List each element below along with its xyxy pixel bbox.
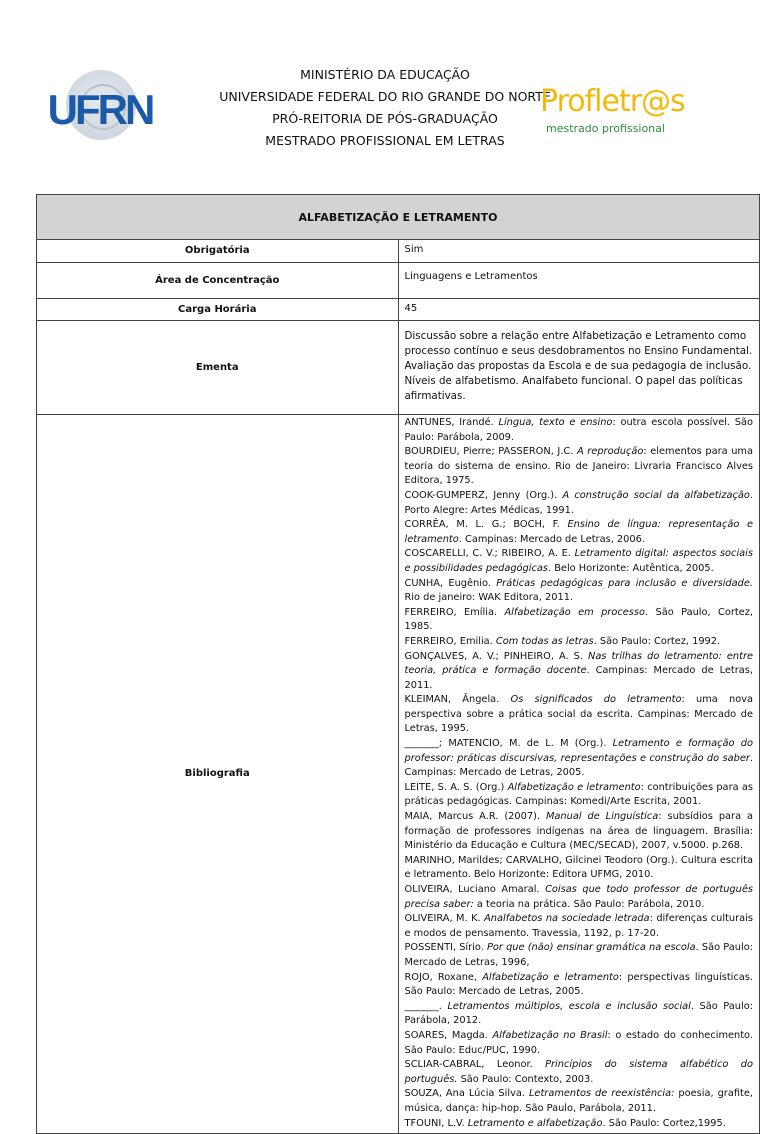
bibliography-entry [405, 547, 754, 576]
bibliography-title: Nas trilhas do letramento: entre teoria, prática e formação docente [404, 650, 753, 677]
bibliography-title: Alfabetização e letramento [482, 971, 619, 983]
row-ementa [37, 321, 760, 415]
bibliography-author: MAIA, Marcus A.R. (2007). [404, 811, 546, 823]
bibliography-author: ANTUNES, Irandé. [404, 417, 499, 428]
bibliography-title: Letramento e formação do professor: práticas discursivas, representações e construção do saber [404, 738, 753, 764]
bibliography-entry [405, 693, 754, 737]
bibliography-author: POSSENTI, Sírio. [404, 942, 487, 954]
bibliography-author: TFOUNI, L.V. [404, 1117, 468, 1129]
row-carga [37, 299, 760, 321]
bibliography-details: . Campinas: Mercado de Letras, 2011. [404, 665, 753, 691]
bibliography-details: . Belo Horizonte: Autêntica, 2005. [547, 562, 714, 574]
bibliography-title: Alfabetização e letramento [507, 781, 641, 793]
bibliography-entry [405, 577, 754, 606]
profletras-logo [540, 84, 740, 140]
bibliography-author: SCLIAR-CABRAL, Leonor. [404, 1059, 546, 1071]
bibliography-author: COSCARELLI, C. V.; RIBEIRO, A. E. [404, 548, 575, 560]
ufrn-logo [36, 70, 164, 140]
bibliography-entry [405, 416, 754, 445]
bibliography-title: Alfabetização em processo [504, 606, 645, 618]
row-area [37, 263, 760, 299]
bibliography-author: SOUZA, Ana Lúcia Silva. [404, 1088, 529, 1100]
value-ementa: Discussão sobre a relação entre Alfabetização e Letramento como processo contínuo e seus desdobramentos no Ensino Fundamental. Avaliação das propostas da Escola e de sua pedagogia de inclusão. Níveis de alfabetismo. Analfabeto funcional. O papel das políticas afirmativas. [398, 321, 760, 415]
bibliography-details: : contribuições para as práticas pedagógicas. Campinas: Komedi/Arte Escrita, 2001. [404, 781, 753, 808]
bibliography-details: Rio de janeiro: WAK Editora, 2011. [404, 592, 574, 604]
bibliography-details: a teoria na prática. São Paulo: Parábola, 2010. [473, 898, 705, 910]
bibliography-title: Princípios do sistema alfabético do português. [404, 1059, 754, 1085]
bibliography-details: : perspectivas linguísticas. São Paulo: Mercado de Letras, 2005. [404, 971, 753, 998]
bibliography-entry [405, 606, 754, 635]
bibliography-details: . São Paulo: Parábola, 2012. [404, 1000, 753, 1027]
bibliography-author: _______; MATENCIO, M. de L. M (Org.). [404, 738, 613, 750]
label-carga: Carga Horária [37, 299, 399, 321]
bibliography-entry [405, 854, 754, 883]
course-title: ALFABETIZAÇÃO E LETRAMENTO [37, 195, 760, 240]
document-header [0, 0, 768, 180]
bibliography-details: São Paulo: Contexto, 2003. [457, 1073, 594, 1085]
bibliography-author: GONÇALVES, A. V.; PINHEIRO, A. S. [404, 650, 589, 662]
bibliography-entry [405, 445, 754, 489]
bibliography-entry [405, 1029, 754, 1058]
bibliography-details: . São Paulo, Cortez, 1985. [404, 606, 754, 633]
row-bibliografia [37, 415, 760, 1134]
bibliography-author: MARINHO, Marildes; CARVALHO, Gilcinei Teodoro (Org.). Cultura escrita e letramento. Belo Horizonte: Editora UFMG, 2010. [404, 854, 753, 881]
bibliography-details: : subsídios para a formação de professores indígenas na área de linguagem. Brasília: Ministério da Educação e Cultura (MEC/SECAD), 2007, v.5000. p.268. [404, 811, 754, 852]
bibliography-details: poesia, grafite, música, dança: hip-hop. São Paulo, Parábola, 2011. [404, 1088, 753, 1114]
bibliography-entry [405, 737, 754, 781]
header-line-ministry: MINISTÉRIO DA EDUCAÇÃO [300, 67, 470, 82]
bibliography-details: . Campinas: Mercado de Letras, 2006. [458, 533, 645, 545]
bibliography-title: Práticas pedagógicas para inclusão e diversidade. [496, 577, 754, 589]
bibliography-details: : elementos para uma teoria do sistema de ensino. Rio de Janeiro: Livraria Francisco Alves Editora, 1975. [404, 446, 753, 487]
bibliography-author: KLEIMAN, Ângela. [404, 694, 511, 706]
bibliography-entry [405, 883, 754, 912]
bibliography-title: Analfabetos na sociedade letrada [484, 913, 650, 925]
value-obrigatoria: Sim [398, 240, 760, 263]
bibliography-details: : outra escola possível. São Paulo: Parábola, 2009. [404, 417, 753, 443]
header-line-pro-reitoria: PRÓ-REITORIA DE PÓS-GRADUAÇÃO [272, 111, 498, 126]
bibliography-author: FERREIRO, Emília. [404, 606, 505, 618]
bibliography-title: Ensino de língua: representação e letramento [404, 519, 753, 545]
bibliography-author: SOARES, Magda. [404, 1029, 493, 1041]
bibliography-entry [405, 941, 754, 970]
bibliography-title: Por que (não) ensinar gramática na escola [487, 942, 696, 954]
profletras-logo-text: Profletr@s [540, 84, 685, 119]
bibliography-title: Coisas que todo professor de português precisa saber: [404, 884, 753, 910]
bibliography-author: COOK-GUMPERZ, Jenny (Org.). [404, 489, 563, 501]
bibliography-title: A reprodução [576, 446, 644, 458]
bibliography-details: : uma nova perspectiva sobre a prática social da escrita. Campinas: Mercado de Letras, 1995. [404, 694, 753, 735]
header-line-university: UNIVERSIDADE FEDERAL DO RIO GRANDE DO NORTE [219, 89, 551, 104]
bibliography-author: _______. [404, 1000, 448, 1012]
bibliography-author: BOURDIEU, Pierre; PASSERON, J.C. [404, 446, 577, 458]
label-bibliografia: Bibliografia [37, 415, 399, 1134]
value-area: Linguagens e Letramentos [398, 263, 760, 299]
bibliography-title: Os significados do letramento [510, 694, 682, 706]
bibliography-details: . São Paulo: Cortez, 1992. [593, 635, 721, 647]
header-line-program: MESTRADO PROFISSIONAL EM LETRAS [265, 133, 505, 148]
bibliography-details: . Porto Alegre: Artes Médicas, 1991. [404, 489, 753, 516]
bibliography-title: Letramento e alfabetização [467, 1117, 603, 1129]
label-area: Área de Concentração [37, 263, 399, 299]
label-ementa: Ementa [37, 321, 399, 415]
row-obrigatoria [37, 240, 760, 263]
bibliography-entry [405, 489, 754, 518]
profletras-subtitle: mestrado profissional [546, 122, 665, 135]
bibliography-entry [405, 912, 754, 941]
bibliography-author: ROJO, Roxane, [404, 971, 483, 983]
bibliography-title: Letramentos múltiplos, escola e inclusão social [447, 1000, 691, 1012]
title-row [37, 195, 760, 240]
bibliography-author: FERREIRO, Emilia. [404, 635, 496, 647]
bibliography-title: Letramentos de reexistência: [528, 1088, 675, 1100]
bibliography-details: . São Paulo: Cortez,1995. [602, 1117, 726, 1129]
course-table [36, 194, 760, 1134]
bibliography-title: Letramento digital: aspectos sociais e possibilidades pedagógicas [404, 548, 753, 574]
bibliography-title: Alfabetização no Brasil [492, 1029, 608, 1041]
bibliography-entry [405, 1000, 754, 1029]
bibliography-author: CUNHA, Eugênio. [404, 577, 497, 589]
label-obrigatoria: Obrigatória [37, 240, 399, 263]
bibliography-author: OLIVEIRA, M. K. [404, 913, 485, 925]
bibliography-details: : o estado do conhecimento. São Paulo: Educ/PUC, 1990. [404, 1029, 753, 1056]
bibliography-title: Com todas as letras [495, 635, 594, 647]
bibliography-entry [405, 971, 754, 1000]
bibliography-details: . Campinas: Mercado de Letras, 2005. [404, 752, 753, 779]
bibliography-title: Língua, texto e ensino [498, 417, 613, 428]
bibliography-title: Manual de Linguística [545, 811, 659, 823]
bibliography-entry [405, 635, 754, 650]
ufrn-logo-text: UFRN [47, 86, 153, 133]
bibliography-list [398, 415, 760, 1134]
bibliography-author: OLIVEIRA, Luciano Amaral. [404, 884, 546, 895]
bibliography-details: . São Paulo: Mercado de Letras, 1996, [404, 942, 753, 968]
bibliography-title: A construção social da alfabetização [562, 489, 750, 501]
bibliography-entry [405, 781, 754, 810]
institution-lines [180, 64, 590, 152]
bibliography-entry [405, 810, 754, 854]
value-carga: 45 [398, 299, 760, 321]
bibliography-entry [405, 1087, 754, 1116]
bibliography-details: : diferenças culturais e modos de pensamento. Travessia, 1192, p. 17-20. [404, 913, 753, 939]
bibliography-entry [405, 650, 754, 694]
bibliography-entry [405, 518, 754, 547]
bibliography-entry [405, 1117, 754, 1132]
bibliography-entry [405, 1058, 754, 1087]
bibliography-author: CORRÊA, M. L. G.; BOCH, F. [404, 519, 568, 531]
bibliography-author: LEITE, S. A. S. (Org.) [404, 781, 508, 793]
